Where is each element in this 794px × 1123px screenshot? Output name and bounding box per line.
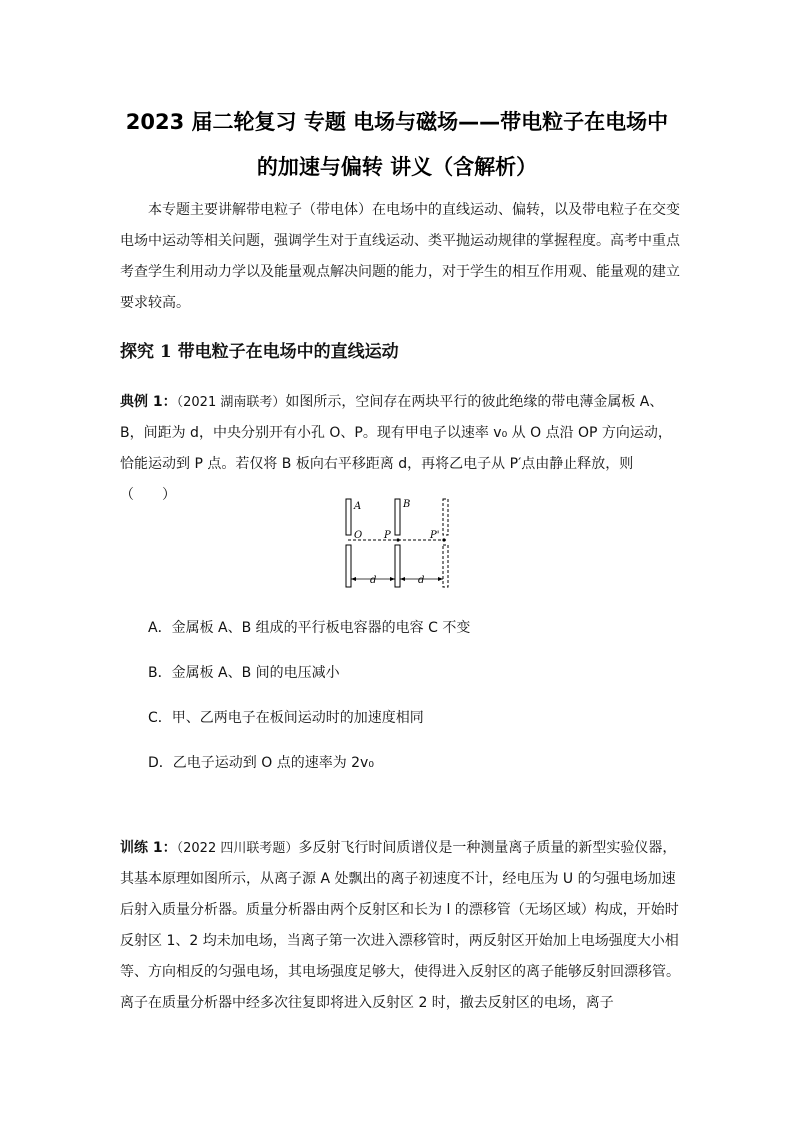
label-b: B xyxy=(403,499,411,510)
intro-paragraph: 本专题主要讲解带电粒子（带电体）在电场中的直线运动、偏转，以及带电粒子在交变电场中运动等相关问题，强调学生对于直线运动、类平抛运动规律的掌握程度。高考中重点考查学生利用动力学以及能量观点解决问题的能力，对于学生的相互作用观、能量观的建立要求较高。 xyxy=(120,202,680,311)
training-1-source: （2022 四川联考题） xyxy=(176,841,299,856)
example-1-source: （2021 湖南联考） xyxy=(176,395,286,410)
plate-a-upper xyxy=(346,499,351,535)
training-1-label: 训练 1： xyxy=(120,840,177,856)
arrow-head-icon xyxy=(390,577,395,581)
plate-b-shifted-upper xyxy=(443,499,448,535)
title-line-2: 的加速与偏转 讲义（含解析） xyxy=(256,155,538,179)
capacitor-plates-diagram xyxy=(340,495,460,593)
option-c: C．甲、乙两电子在板间运动时的加速度相同 xyxy=(148,710,424,726)
plate-b-upper xyxy=(395,499,400,535)
label-p-prime: P' xyxy=(430,530,440,541)
arrow-head-icon xyxy=(400,577,405,581)
option-d: D．乙电子运动到 O 点的速率为 2v₀ xyxy=(148,755,374,771)
label-o: O xyxy=(354,530,363,541)
label-p: P xyxy=(384,530,391,541)
label-d-2: d xyxy=(418,575,425,586)
section-heading: 探究 1 带电粒子在电场中的直线运动 xyxy=(120,342,399,362)
training-1-text: 多反射飞行时间质谱仪是一种测量离子质量的新型实验仪器，其基本原理如图所示，从离子源 A 处飘出的离子初速度不计，经电压为 U 的匀强电场加速后射入质量分析器。质量分析器由两个反射区和长为 l 的漂移管（无场区域）构成，开始时反射区 1、2 均未加电场，当离子第一次进入漂移管时，两反射区开始加上电场强度大小相等、方向相反的匀强电场，其电场强度足够大，使得进入反射区的离子能够反射回漂移管。离子在质量分析器中经多次往复即将进入反射区 2 时，撤去反射区的电场，离子 xyxy=(120,840,680,1011)
plate-b-lower xyxy=(395,545,400,587)
label-a: A xyxy=(354,501,362,512)
plate-b-shifted-lower xyxy=(443,545,448,587)
document-title xyxy=(60,100,734,190)
plate-a-lower xyxy=(346,545,351,587)
arrow-head-icon xyxy=(438,577,443,581)
example-1-label: 典例 1： xyxy=(120,394,177,410)
arrow-head-icon xyxy=(351,577,356,581)
option-b: B．金属板 A、B 间的电压减小 xyxy=(148,665,340,681)
point-p-prime xyxy=(442,538,445,541)
point-p xyxy=(396,538,399,541)
example-1-paragraph xyxy=(120,387,680,511)
example-1-text: 如图所示，空间存在两块平行的彼此绝缘的带电薄金属板 A、B，间距为 d，中央分别开有小孔 O、P。现有甲电子以速率 v₀ 从 O 点沿 OP 方向运动，恰能运动到 P 点。若仅将 B 板向右平移距离 d，再将乙电子从 P′点由静止释放，则（ ） xyxy=(120,394,672,503)
option-a: A．金属板 A、B 组成的平行板电容器的电容 C 不变 xyxy=(148,620,471,636)
training-1-paragraph xyxy=(120,833,680,1019)
title-line-1: 2023 届二轮复习 专题 电场与磁场——带电粒子在电场中 xyxy=(125,110,669,134)
label-d-1: d xyxy=(370,575,377,586)
